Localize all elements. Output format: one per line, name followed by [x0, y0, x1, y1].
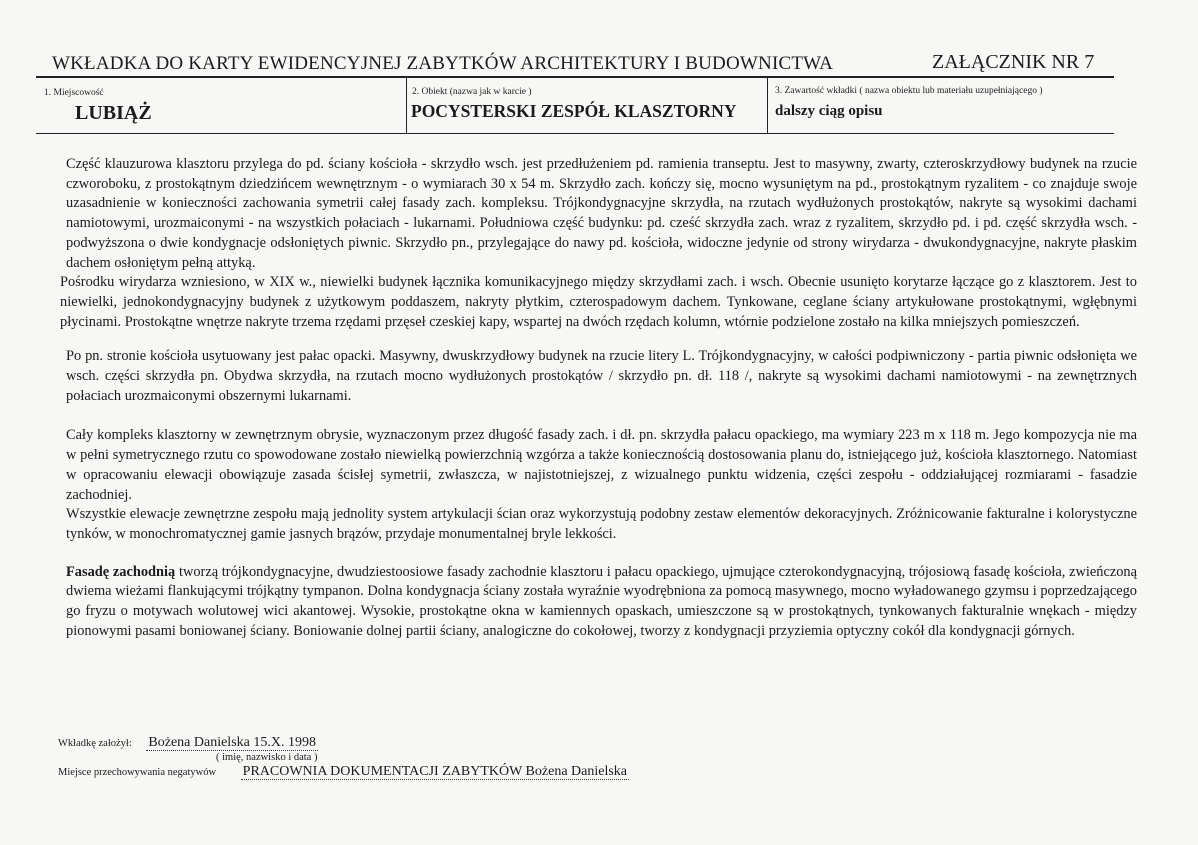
object-caption: 2. Obiekt (nazwa jak w karcie ) [412, 87, 532, 97]
paragraph-elevations: Wszystkie elewacje zewnętrzne zespołu mają jednolity system artykulacji ścian oraz wykorzystują podobny zestaw elementów dekoracyjnych. Zróżnicowanie fakturalne i kolorystyczne tynków, w monochromatycznej gamie jasnych brązów, przydaje monumentalnej bryle lekkości. [66, 506, 1137, 542]
field-separator-1 [406, 77, 407, 134]
storage-line [58, 764, 629, 780]
paragraph-claustral-wing: Część klauzurowa klasztoru przylega do pd. ściany kościoła - skrzydło wsch. jest przedłużeniem pd. ramienia transeptu. Jest to masywny, zwarty, czteroskrzydłowy budynek na rzucie czworoboku, z prostokątnym dziedzińcem wewnętrznym - o wymiarach 30 x 54 m. Skrzydło zach. kończy się, mocno wysuniętym na pd., prostokątnym ryzalitem - co znajduje swoje uzasadnienie w konieczności zachowania symetrii całej fasady zach. kompleksu. Trójkondygnacyjne skrzydła, na rzutach wydłużonych prostokątów, nakryte są wysokimi dachami namiotowymi, urozmaiconymi - na wszystkich połaciach - lukarnami. Południowa część budynku: pd. cześć skrzydła zach. wraz z ryzalitem, skrzydło pd. i pd. część skrzydła wsch. - podwyższona o dwie kondygnacje odsłoniętych piwnic. Skrzydło pn., przylegające do nawy pd. kościoła, widoczne jedynie od strony wirydarza - dwukondygnacyjne, nakryte płaskim dachem osłoniętym pełną attyką. [66, 156, 1137, 271]
paragraph-complex-outline: Cały kompleks klasztorny w zewnętrznym obrysie, wyznaczonym przez długość fasady zach. i dł. pn. skrzydła pałacu opackiego, ma wymiary 223 m x 118 m. Jego kompozycja nie ma w pełni symetrycznego rzutu co spowodowane zostało niewielką powierzchnią wzgórza a także koniecznością dostosowania planu do, istniejącego już, kościoła klasztornego. Natomiast w opracowaniu elewacji obowiązuje zasada ścisłej symetrii, zwłaszcza, w najistotniejszej, z wizualnego punktu widzenia, części zespołu - oddziałującej rozmiarami - fasadzie zachodniej. [66, 427, 1137, 503]
locality-value: LUBIĄŻ [75, 102, 152, 124]
paragraph-west-facade [52, 563, 1137, 642]
locality-caption: 1. Miejscowość [44, 88, 104, 98]
paragraph-cloister-garth: Pośrodku wirydarza wzniesiono, w XIX w., niewielki budynek łącznika komunikacyjnego między skrzydłami zach. i wsch. Obecnie usunięto korytarze łączące go z klasztorem. Jest to niewielki, jednokondygnacyjny budynek z użytkowym poddaszem, nakryty płytkim, czterospadowym dachem. Tynkowane, ceglane ściany artykułowane prostokątnymi, wgłębnymi płycinami. Prostokątne wnętrze nakryte trzema rzędami przęseł czeskiej kapy, wspartej na dwóch rzędach kolumn, wtórnie podzielone zostało na kilka mniejszych pomieszczeń. [60, 274, 1137, 330]
field-separator-2 [767, 77, 768, 134]
paragraph-abbots-palace: Po pn. stronie kościoła usytuowany jest pałac opacki. Masywny, dwuskrzydłowy budynek na rzucie litery L. Trójkondygnacyjny, w całości podpiwniczony - partia piwnic odsłonięta we wsch. części skrzydła pn. Obydwa skrzydła, na rzutach mocno wydłużonych prostokątów / skrzydło pn. dł. 118 /, nakryte są wysokimi dachami namiotowymi - na zewnętrznych połaciach urozmaiconymi obszernymi lukarnami. [66, 348, 1137, 404]
description-body [52, 155, 1137, 641]
storage-value: PRACOWNIA DOKUMENTACJI ZABYTKÓW Bożena Danielska [242, 764, 628, 779]
west-facade-lead: Fasadę zachodnią [66, 563, 176, 580]
contents-caption: 3. Zawartość wkładki ( nazwa obiektu lub materiału uzupełniającego ) [775, 86, 1043, 96]
author-caption: Wkładkę założył: [58, 738, 132, 749]
west-facade-text: tworzą trójkondygnacyjne, dwudziestoosiowe fasady zachodnie klasztoru i pałacu opackiego, ujmujące czterokondygnacyjną, trójosiową fasadę kościoła, zwieńczoną dwiema wieżami flankującymi trójkątny tympanon. Dolna kondygnacja ściany została wyraźnie wyodrębniona za pomocą masywnego, mocno wyładowanego gzymsu i poprzedzającego go fryzu o motywach wolutowej wici akantowej. Wysokie, prostokątne okna w kamiennych opaskach, umieszczone są w prostokątnych, tynkowanych fakturalnie wnękach - między pionowymi pasami boniowanej ściany. Boniowanie dolnej partii ściany, analogiczne do cokołowej, tworzy z kondygnacji przyziemia optyczny cokół dla kondygnacji górnych. [66, 563, 1137, 639]
author-subcaption: ( imię, nazwisko i data ) [216, 752, 318, 763]
fields-bottom-rule [36, 133, 1114, 134]
author-line [58, 735, 318, 751]
header-rule [36, 76, 1114, 78]
contents-value: dalszy ciąg opisu [775, 103, 883, 119]
annex-number: ZAŁĄCZNIK NR 7 [932, 51, 1095, 73]
object-value: POCYSTERSKI ZESPÓŁ KLASZTORNY [411, 101, 737, 121]
storage-caption: Miejsce przechowywania negatywów [58, 767, 217, 778]
document-title: WKŁADKA DO KARTY EWIDENCYJNEJ ZABYTKÓW ARCHITEKTURY I BUDOWNICTWA [52, 53, 834, 74]
author-value: Bożena Danielska 15.X. 1998 [148, 735, 316, 750]
